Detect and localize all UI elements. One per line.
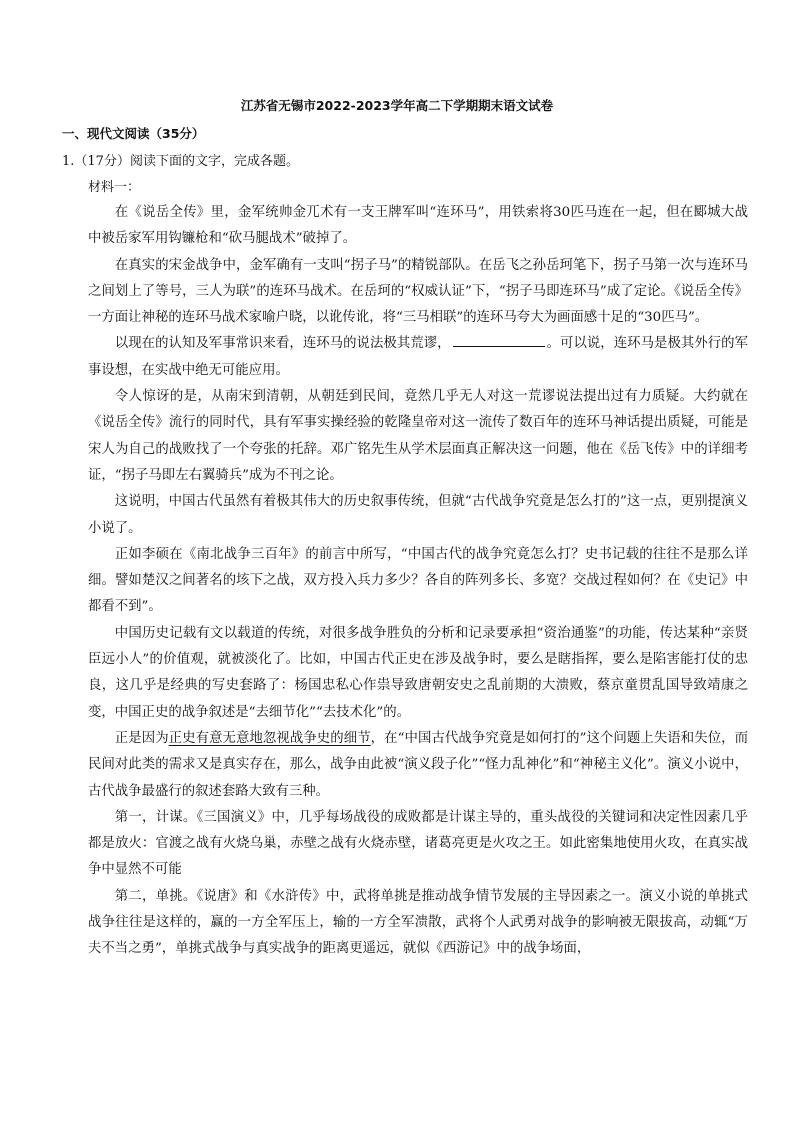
paragraph-text: ，在“中国古代战争究竟是如何打的”这个问题上失语和失位，而民间对此类的需求又是真实存在，那么，战争由此被“演义段子化”“怪力乱神化”和“神秘主义化”。演义小说中，古代战争最盛行的叙述套路大致有三种。 — [88, 730, 749, 799]
paragraph: 第二，单挑。《说唐》和《水浒传》中，武将单挑是推动战争情节发展的主导因素之一。演义小说的单挑式战争往往是这样的，赢的一方全军压上，输的一方全军溃散，武将个人武勇对战争的影响被无限拔高，动辄“万夫不当之勇”，单挑式战争与真实战争的距离更遥远，就似《西游记》中的战争场面， — [88, 888, 748, 957]
exam-title: 江苏省无锡市2022-2023学年高二下学期期末语文试卷 — [240, 98, 554, 113]
paragraph-with-blank — [88, 331, 748, 384]
paragraph-text: 正是因为 — [114, 730, 169, 746]
paragraph: 第一，计谋。《三国演义》中，几乎每场战役的成败都是计谋主导的，重头战役的关键词和决定性因素几乎都是放火：官渡之战有火烧乌巢，赤壁之战有火烧赤壁，诸葛亮更是火攻之王。如此密集地使用火攻，在真实战争中显然不可能 — [88, 809, 748, 878]
section-heading: 一、现代文阅读（35分） — [62, 126, 205, 141]
paragraph: 令人惊讶的是，从南宋到清朝，从朝廷到民间，竟然几乎无人对这一荒谬说法提出过有力质疑。大约就在《说岳全传》流行的同时代，具有军事实操经验的乾隆皇帝对这一流传了数百年的连环马神话提出质疑，可能是宋人为自己的战败找了一个夸张的托辞。邓广铭先生从学术层面真正解决这一问题，他在《岳飞传》中的详细考证，“拐子马即左右翼骑兵”成为不刊之论。 — [88, 389, 748, 483]
question-stem: 1.（17分）阅读下面的文字，完成各题。 — [62, 154, 299, 169]
material-label: 材料一： — [88, 180, 141, 195]
underlined-phrase: 正史有意无意地忽视战争史的细节 — [168, 730, 371, 746]
passage-body — [88, 200, 748, 963]
paragraph: 这说明，中国古代虽然有着极其伟大的历史叙事传统，但就“古代战争究竟是怎么打的”这一点，更别提演义小说了。 — [88, 494, 748, 536]
paragraph: 正如李硕在《南北战争三百年》的前言中所写，“中国古代的战争究竟怎么打？史书记载的往往不是那么详细。譬如楚汉之间著名的垓下之战，双方投入兵力多少？各自的阵列多长、多宽？交战过程如何？在《史记》中都看不到”。 — [88, 546, 748, 615]
paragraph-text: 。可以说，连环马是极其外行的军事设想，在实战中绝无可能应用。 — [88, 336, 748, 378]
paragraph: 中国历史记载有文以载道的传统，对很多战争胜负的分析和记录要承担“资治通鉴”的功能，传达某种“亲贤臣远小人”的价值观，就被淡化了。比如，中国古代正史在涉及战争时，要么是瞎指挥，要么是陷害能打仗的忠良，这几乎是经典的写史套路了：杨国忠私心作祟导致唐朝安史之乱前期的大溃败，蔡京童贯乱国导致靖康之变，中国正史的战争叙述是“去细节化”“去技术化”的。 — [88, 625, 748, 720]
fill-in-blank[interactable] — [453, 332, 545, 347]
paragraph-with-underline — [88, 726, 748, 805]
paragraph: 在《说岳全传》里，金军统帅金兀术有一支王牌军叫“连环马”，用铁索将30匹马连在一起，但在郾城大战中被岳家军用钩镰枪和“砍马腿战术”破掉了。 — [88, 205, 748, 247]
paragraph: 在真实的宋金战争中，金军确有一支叫“拐子马”的精锐部队。在岳飞之孙岳珂笔下，拐子马第一次与连环马之间划上了等号，三人为联”的连环马战术。在岳珂的“权威认证”下，“拐子马即连环马”成了定论。《说岳全传》一方面让神秘的连环马战术家喻户晓，以讹传讹，将“三马相联”的连环马夸大为画面感十足的“30匹马”。 — [88, 257, 748, 326]
paragraph-text: 以现在的认知及军事常识来看，连环马的说法极其荒谬， — [114, 336, 451, 352]
